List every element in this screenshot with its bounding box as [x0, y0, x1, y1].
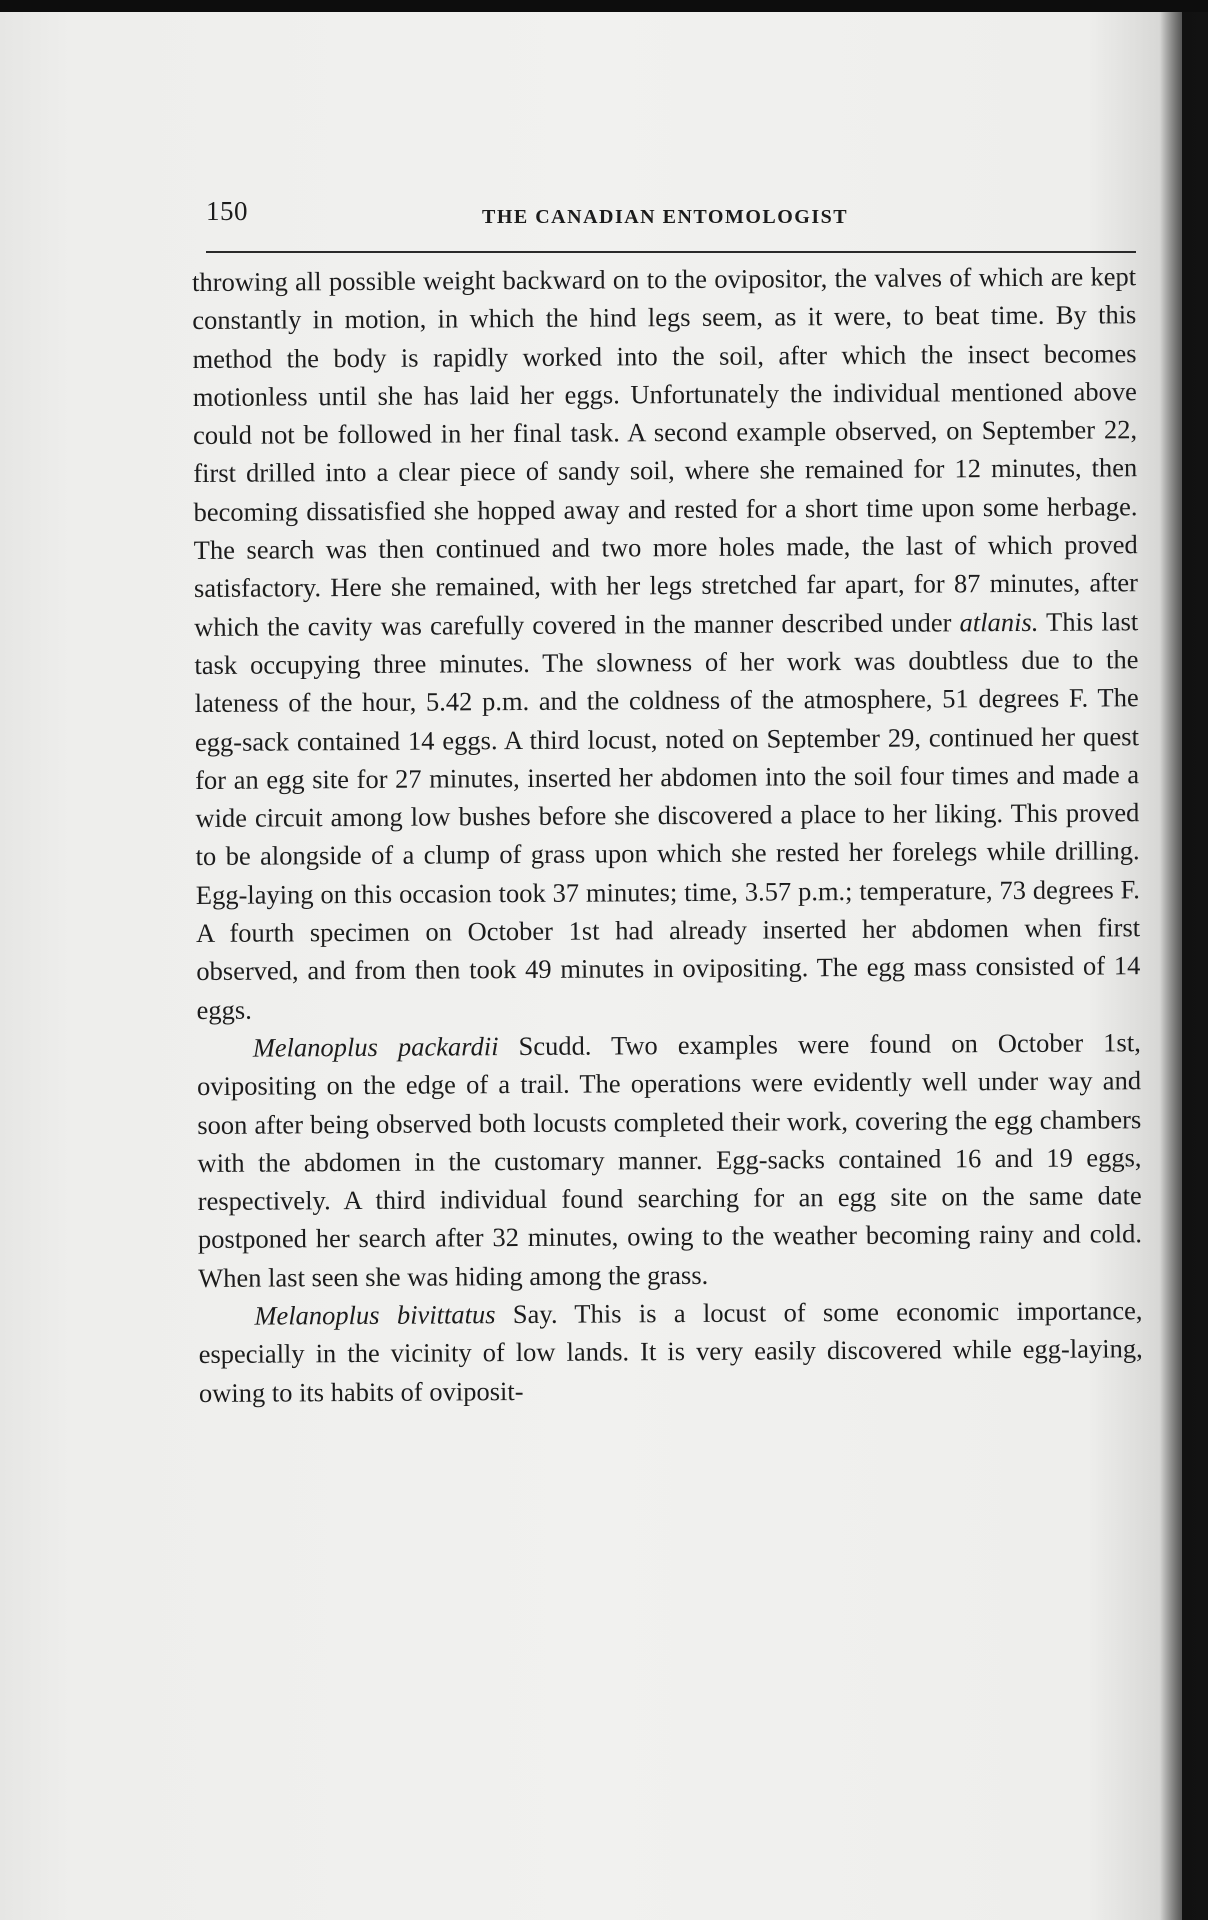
- paragraph-packardii: [197, 1023, 1143, 1297]
- page-header: [206, 196, 1136, 240]
- paragraph-text: Say. This is a locust of some economic importance, especially in the vicinity of low lands. It is very easily discovered while egg-laying, owing to its habits of oviposit-: [198, 1295, 1143, 1408]
- page-number: 150: [206, 196, 248, 226]
- header-rule: [206, 251, 1136, 253]
- species-name: Melanoplus bivittatus: [254, 1299, 496, 1331]
- paragraph-text-continued: This last task occupying three minutes. The slowness of her work was doubtless due to the lateness of the hour, 5.42 p.m. and the coldness of the atmosphere, 51 degrees F. The egg-sack contained 14 eggs. A third locust, noted on September 29, continued her quest for an egg site for 27 minutes, inserted her abdomen into the soil four times and made a wide circuit among low bushes before she discovered a place to her liking. This proved to be alongside of a clump of grass upon which she rested her forelegs while drilling. Egg-laying on this occasion took 37 minutes; time, 3.57 p.m.; temperature, 73 degrees F. A fourth specimen on October 1st had already inserted her abdomen when first observed, and from then took 49 minutes in ovipositing. The egg mass consisted of 14 eggs.: [194, 605, 1141, 1025]
- paragraph-bivittatus: [198, 1291, 1143, 1412]
- species-term: atlanis.: [959, 606, 1039, 637]
- running-title: THE CANADIAN ENTOMOLOGIST: [482, 206, 849, 228]
- paragraph-text: Scudd. Two examples were found on October 1st, ovipositing on the edge of a trail. The operations were evidently well under way and soon after being observed both locusts completed their work, covering the egg chambers with the abdomen in the customary manner. Egg-sacks contained 16 and 19 eggs, respectively. A third individual found searching for an egg site on the same date postponed her search after 32 minutes, owing to the weather becoming rainy and cold. When last seen she was hiding among the grass.: [196, 1027, 1143, 1293]
- paragraph-continued: [192, 257, 1141, 1029]
- paragraph-text: throwing all possible weight backward on to the ovipositor, the valves of which are kept constantly in motion, in which the hind legs seem, as it were, to beat time. By this method the body is rapidly worked into the soil, after which the insect becomes motionless until she has laid her eggs. Unfortunately the individual mentioned above could not be followed in her final task. A second example observed, on September 22, first drilled into a clear piece of sandy soil, where she remained for 12 minutes, then becoming dissatisfied she hopped away and rested for a short time upon some herbage. The search was then continued and two more holes made, the last of which proved satisfactory. Here she remained, with her legs stretched far apart, for 87 minutes, after which the cavity was carefully covered in the manner described under: [192, 261, 1139, 642]
- species-name: Melanoplus packardii: [252, 1031, 499, 1063]
- article-body: [192, 257, 1143, 1412]
- binding-shadow: [1160, 12, 1208, 1920]
